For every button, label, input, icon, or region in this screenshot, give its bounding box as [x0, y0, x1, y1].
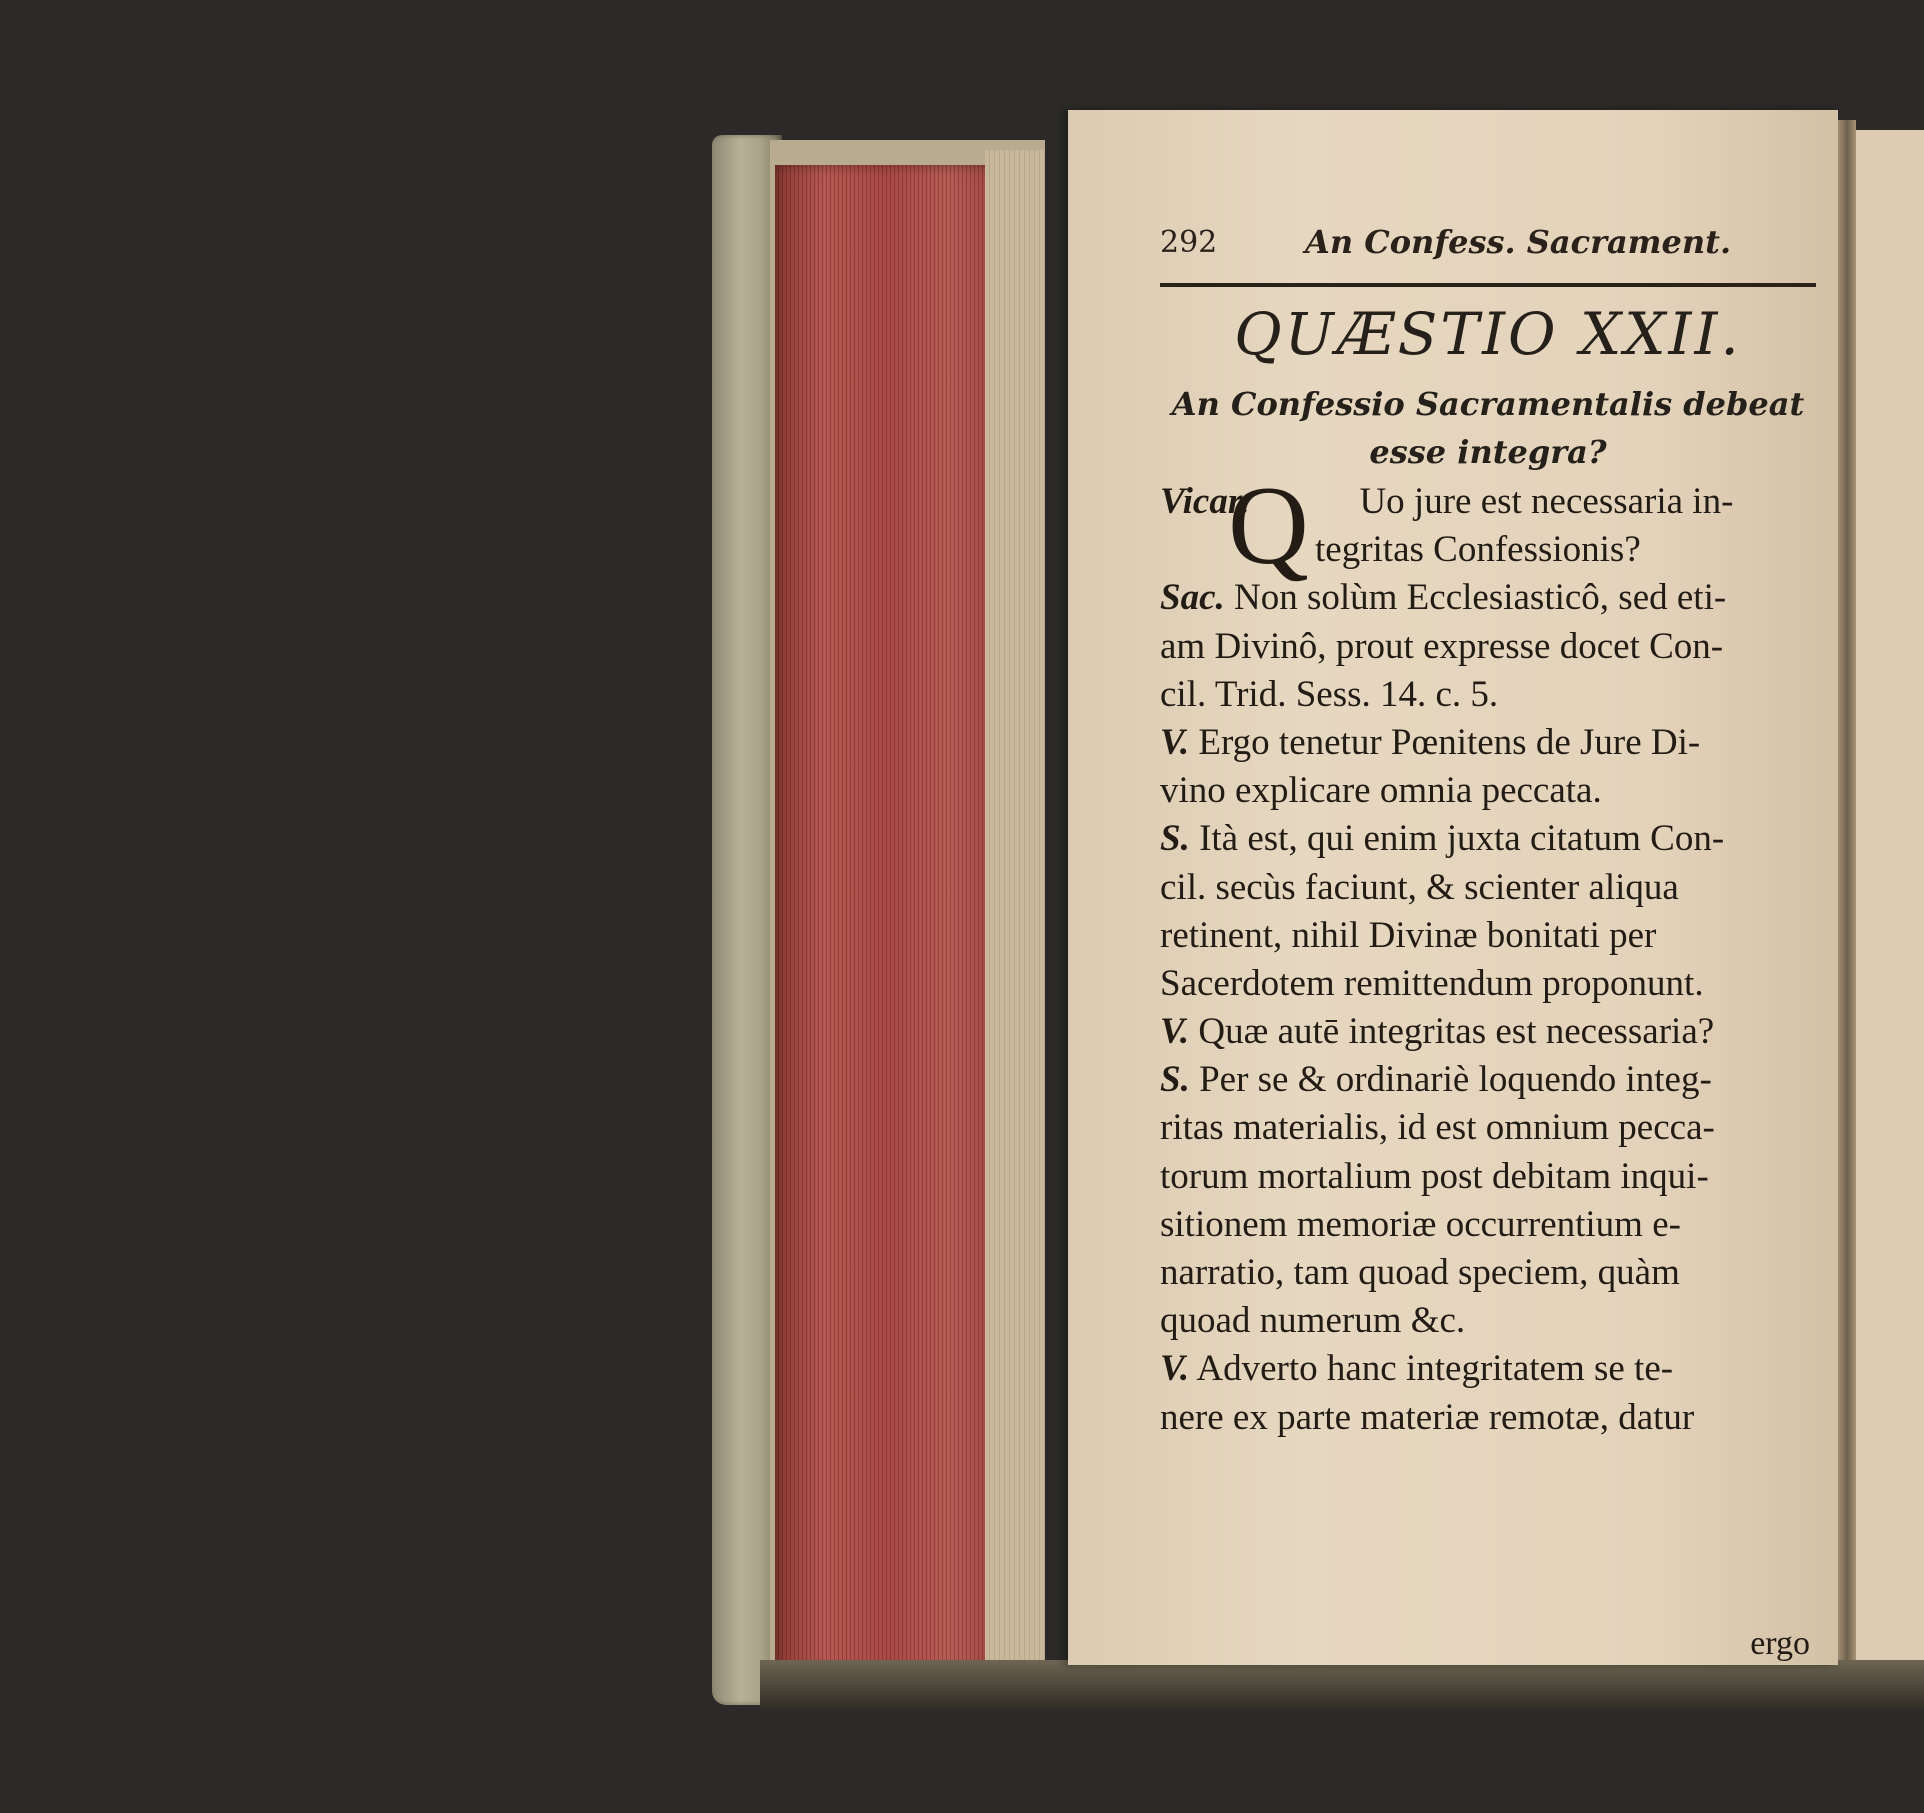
line-text: Per se & ordinariè loquendo integ- — [1189, 1059, 1712, 1101]
text-line — [1160, 1394, 1816, 1442]
book-base-shadow — [760, 1660, 1924, 1710]
text-line — [1160, 478, 1816, 526]
line-text: am Divinô, prout expresse docet Con- — [1160, 625, 1724, 667]
subtitle-line: esse integra? — [1369, 433, 1607, 472]
line-text: Uo jure est necessaria in- — [1359, 481, 1734, 522]
line-text: narratio, tam quoad speciem, quàm — [1160, 1252, 1680, 1293]
speaker-label: Sac. — [1160, 577, 1225, 619]
text-line — [1160, 1345, 1816, 1393]
text-line — [1160, 912, 1816, 960]
speaker-label: V. — [1160, 721, 1190, 763]
page-number: 292 — [1160, 225, 1218, 260]
line-text: cil. secùs faciunt, & scienter aliqua — [1160, 866, 1679, 908]
facing-page — [1856, 130, 1924, 1660]
speaker-label: V. — [1160, 1011, 1190, 1053]
text-line — [1160, 1249, 1816, 1297]
subtitle-line: An Confessio Sacramentalis debeat — [1171, 385, 1805, 423]
speaker-label: S. — [1160, 1059, 1190, 1101]
line-text: retinent, nihil Divinæ bonitati per — [1160, 914, 1657, 956]
section-subtitle — [1160, 378, 1816, 474]
text-line — [1160, 719, 1816, 767]
line-text: tegritas Confessionis? — [1315, 529, 1641, 571]
line-text: Ità est, qui enim juxta citatum Con- — [1189, 818, 1725, 860]
line-text: Quæ autē integritas est necessaria? — [1189, 1011, 1715, 1053]
text-line — [1160, 671, 1816, 719]
running-head — [1160, 225, 1816, 275]
text-line — [1160, 767, 1816, 815]
text-line — [1160, 574, 1816, 622]
text-line — [1160, 623, 1816, 671]
text-line — [1160, 960, 1816, 1008]
line-text: nere ex parte materiæ remotæ, datur — [1160, 1396, 1695, 1438]
body-text — [1160, 478, 1816, 1442]
running-title: An Confess. Sacrament. — [1305, 223, 1732, 261]
speaker-label: V. — [1160, 1348, 1190, 1390]
speaker-label: Vicar. — [1160, 481, 1250, 522]
text-line — [1160, 1201, 1816, 1249]
section-title: QUÆSTIO XXII. — [1234, 300, 1742, 368]
line-text: Sacerdotem remittendum proponunt. — [1160, 962, 1704, 1004]
line-text: Non solùm Ecclesiasticô, sed eti- — [1224, 577, 1727, 619]
line-text: cil. Trid. Sess. 14. c. 5. — [1160, 673, 1499, 715]
text-line — [1160, 1104, 1816, 1152]
text-line — [1160, 1297, 1816, 1345]
header-rule — [1160, 283, 1816, 287]
text-line — [1160, 1056, 1816, 1104]
line-text: sitionem memoriæ occurrentium e- — [1160, 1203, 1681, 1245]
drop-cap: Q — [1228, 464, 1309, 588]
line-text: quoad numerum &c. — [1160, 1300, 1466, 1342]
line-text: Adverto hanc integritatem se te- — [1189, 1348, 1674, 1390]
text-line — [1160, 526, 1816, 574]
text-line — [1160, 864, 1816, 912]
line-text: ritas materialis, id est omnium pecca- — [1160, 1107, 1715, 1149]
text-line — [1160, 1008, 1816, 1056]
text-line — [1160, 1153, 1816, 1201]
page-edges-tan — [985, 150, 1045, 1695]
line-text: Ergo tenetur Pœnitens de Jure Di- — [1189, 721, 1701, 763]
line-text: torum mortalium post debitam inqui- — [1160, 1155, 1709, 1197]
catchword: ergo — [1750, 1625, 1810, 1662]
text-line — [1160, 815, 1816, 863]
speaker-label: S. — [1160, 818, 1190, 860]
book-gutter — [1838, 120, 1856, 1660]
line-text: vino explicare omnia peccata. — [1160, 770, 1602, 812]
